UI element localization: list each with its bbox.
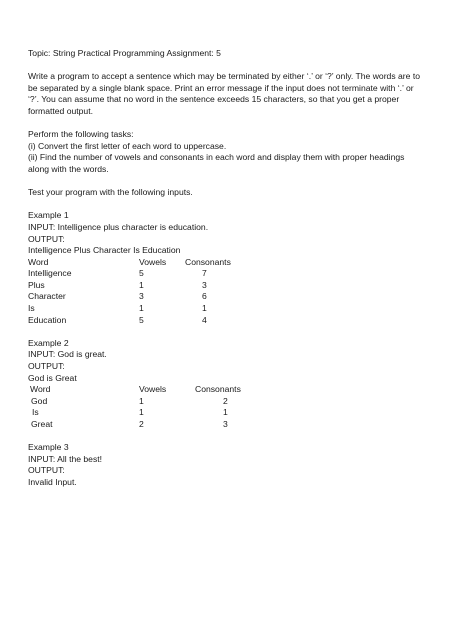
- example2-title: Example 2: [28, 337, 69, 348]
- cell-word: Is: [28, 303, 35, 314]
- cell-consonants: 2: [223, 395, 228, 406]
- example1-result: Intelligence Plus Character Is Education: [28, 245, 181, 256]
- header-vowels: Vowels: [139, 256, 167, 267]
- header-word: Word: [28, 256, 49, 267]
- cell-consonants: 1: [223, 407, 228, 418]
- topic-line: Topic: String Practical Programming Assignment: 5: [28, 48, 221, 58]
- cell-consonants: 3: [202, 279, 207, 290]
- task-item: (i) Convert the first letter of each word to uppercase.: [28, 140, 227, 151]
- example2-table: [28, 384, 448, 430]
- cell-vowels: 1: [139, 395, 144, 406]
- cell-vowels: 1: [139, 279, 144, 290]
- cell-consonants: 6: [202, 291, 207, 302]
- cell-vowels: 2: [139, 419, 144, 429]
- cell-word: Intelligence: [28, 268, 72, 279]
- example2-output-label: OUTPUT:: [28, 361, 65, 372]
- table-row: [28, 407, 448, 419]
- table-row: [28, 268, 448, 280]
- cell-vowels: 5: [139, 268, 144, 279]
- example1-title: Example 1: [28, 210, 69, 221]
- table-row: [28, 419, 448, 431]
- cell-vowels: 5: [139, 314, 144, 325]
- table-row: [28, 396, 448, 408]
- cell-word: Is: [32, 407, 39, 418]
- document-page: [28, 48, 448, 489]
- header-consonants: Consonants: [185, 256, 231, 267]
- task-item: (ii) Find the number of vowels and consonants in each word and display them with proper headings: [28, 152, 405, 163]
- cell-consonants: 7: [202, 268, 207, 279]
- intro-line: Write a program to accept a sentence which may be terminated by either ‘.’ or ‘?’ only. The words are to: [28, 71, 420, 82]
- cell-word: Great: [31, 419, 53, 429]
- header-consonants: Consonants: [195, 384, 241, 395]
- cell-vowels: 3: [139, 291, 144, 302]
- cell-consonants: 3: [223, 419, 228, 429]
- table-row: [28, 291, 448, 303]
- table-row: [28, 280, 448, 292]
- intro-line: formatted output.: [28, 105, 93, 116]
- example3-title: Example 3: [28, 442, 69, 453]
- cell-word: Character: [28, 291, 66, 302]
- intro-line: ‘?’. You can assume that no word in the sentence exceeds 15 characters, so that you get a proper: [28, 94, 400, 105]
- example2-input: INPUT: God is great.: [28, 349, 107, 360]
- example3-result: Invalid Input.: [28, 476, 77, 487]
- task-item: along with the words.: [28, 163, 109, 174]
- example3-input: INPUT: All the best!: [28, 453, 103, 464]
- example2-result: God is Great: [28, 372, 77, 383]
- example3-output-label: OUTPUT:: [28, 465, 65, 476]
- cell-vowels: 1: [139, 303, 144, 314]
- table-row: [28, 303, 448, 315]
- cell-vowels: 1: [139, 407, 144, 418]
- tasks-heading: Perform the following tasks:: [28, 129, 134, 140]
- cell-consonants: 1: [202, 303, 207, 314]
- cell-consonants: 4: [202, 314, 207, 325]
- example1-output-label: OUTPUT:: [28, 233, 65, 244]
- example1-table: [28, 257, 448, 327]
- cell-word: Plus: [28, 279, 45, 290]
- intro-line: be separated by a single blank space. Print an error message if the input does not terminate with ‘.’ or: [28, 82, 414, 93]
- header-word: Word: [30, 384, 51, 395]
- table-header-row: [28, 384, 448, 396]
- test-line: Test your program with the following inputs.: [28, 187, 193, 198]
- cell-word: God: [31, 395, 48, 406]
- header-vowels: Vowels: [139, 384, 167, 395]
- table-header-row: [28, 257, 448, 269]
- example1-input: INPUT: Intelligence plus character is education.: [28, 221, 209, 232]
- table-row: [28, 315, 448, 327]
- cell-word: Education: [28, 314, 67, 325]
